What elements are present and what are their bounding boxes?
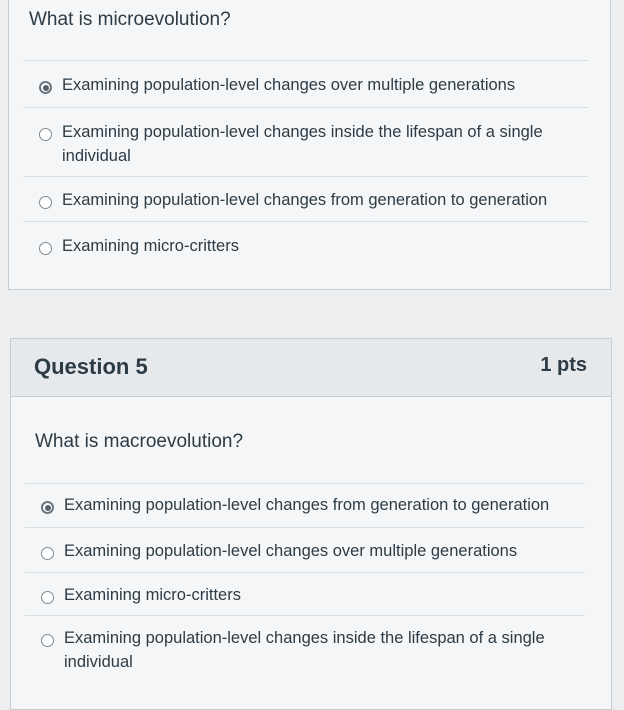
- radio-selected-icon[interactable]: [39, 81, 52, 94]
- answer-option[interactable]: [23, 107, 588, 176]
- answer-option[interactable]: [25, 572, 585, 615]
- answer-option[interactable]: [25, 483, 585, 527]
- answer-label: Examining population-level changes from generation to generation: [64, 496, 550, 514]
- radio-selected-icon[interactable]: [41, 501, 54, 514]
- answer-label: Examining micro-critters: [64, 586, 241, 604]
- question-4-card: [8, 0, 611, 290]
- question-points: 1 pts: [540, 354, 587, 376]
- question-text: What is microevolution?: [29, 9, 231, 30]
- answer-label: Examining micro-critters: [62, 237, 239, 255]
- question-title: Question 5: [34, 354, 148, 379]
- question-text: What is macroevolution?: [35, 431, 244, 452]
- answer-label: Examining population-level changes over multiple generations: [64, 542, 518, 560]
- answer-list: [23, 60, 588, 266]
- answer-option[interactable]: [25, 527, 585, 572]
- question-header: [11, 339, 611, 397]
- answer-option[interactable]: [23, 60, 588, 107]
- answer-label: Examining population-level changes from generation to generation: [62, 191, 548, 209]
- answer-option[interactable]: [25, 615, 585, 695]
- answer-option[interactable]: [23, 176, 588, 221]
- radio-icon[interactable]: [39, 128, 52, 141]
- radio-icon[interactable]: [41, 634, 54, 647]
- radio-icon[interactable]: [39, 196, 52, 209]
- answer-option[interactable]: [23, 221, 588, 266]
- radio-icon[interactable]: [41, 591, 54, 604]
- answer-label: Examining population-level changes inside the lifespan of a single individual: [62, 123, 543, 165]
- radio-icon[interactable]: [39, 242, 52, 255]
- answer-label: Examining population-level changes over multiple generations: [62, 76, 516, 94]
- answer-label: Examining population-level changes inside the lifespan of a single individual: [64, 629, 545, 671]
- radio-icon[interactable]: [41, 547, 54, 560]
- question-5-card: [10, 338, 612, 710]
- answer-list: [25, 483, 585, 695]
